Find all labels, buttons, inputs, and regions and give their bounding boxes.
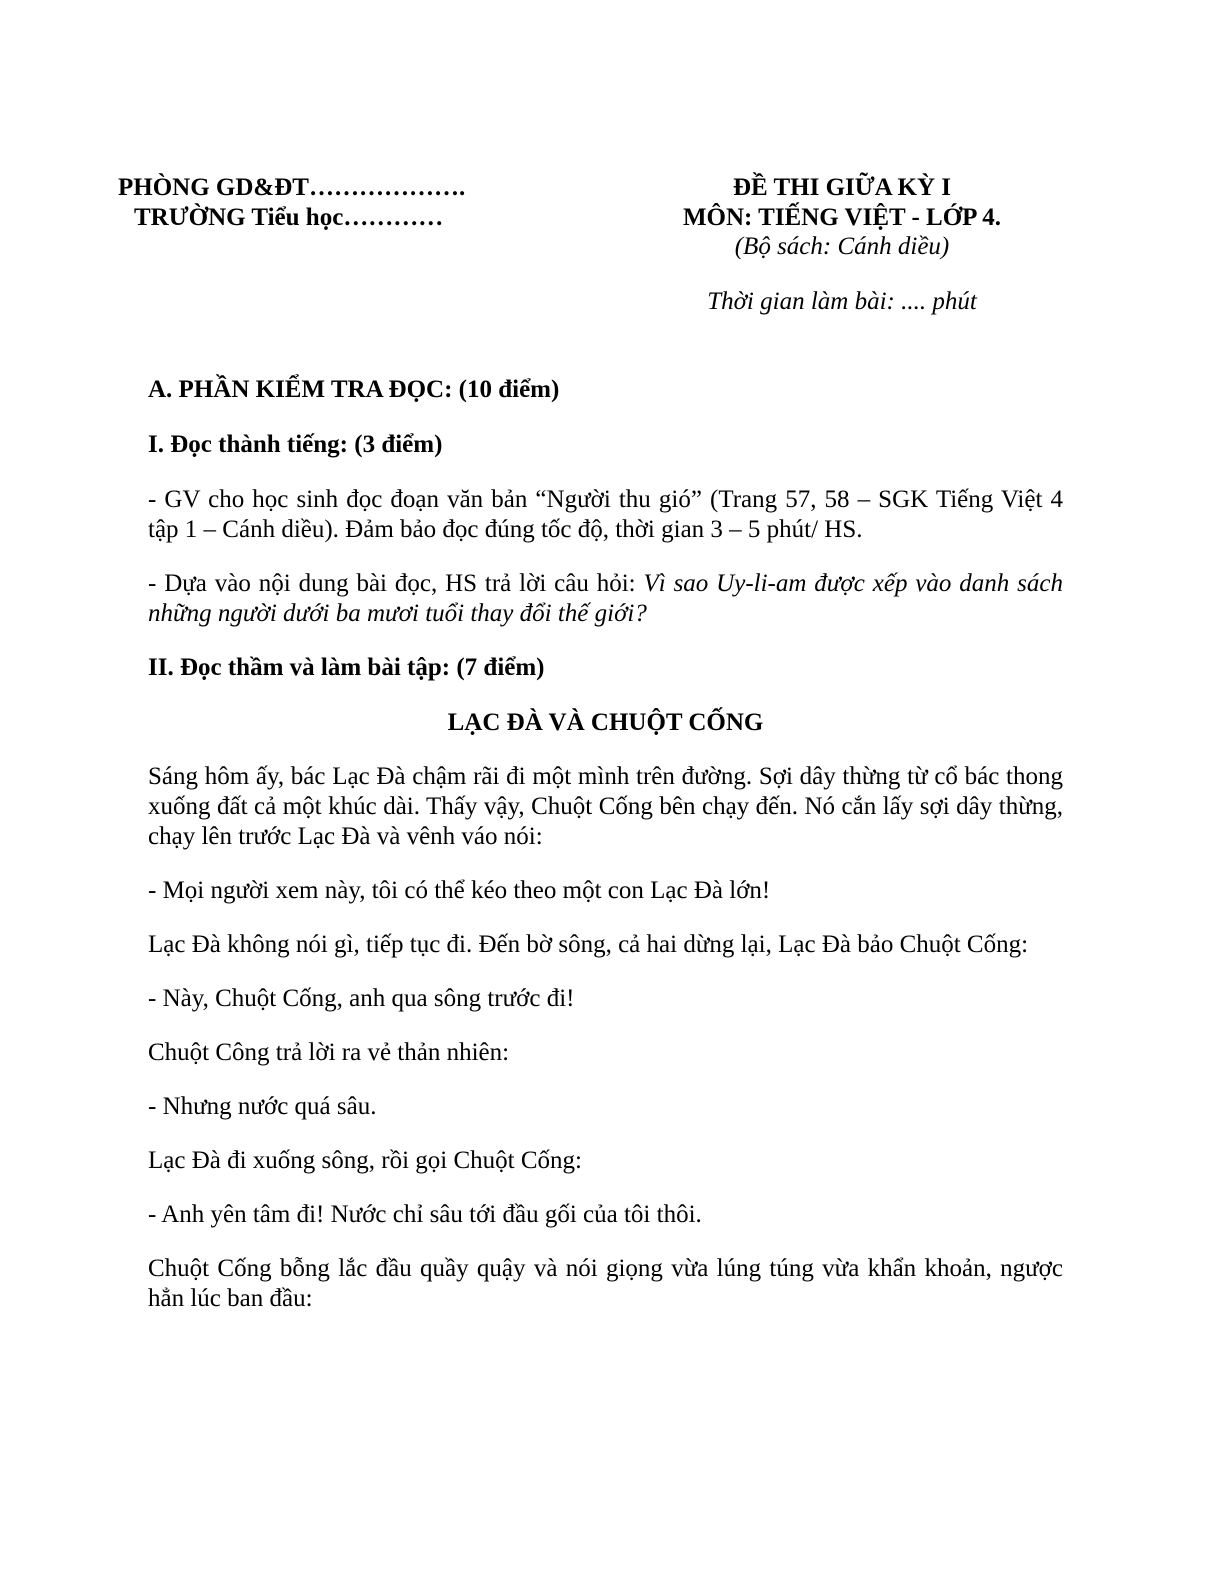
story-paragraph: Sáng hôm ấy, bác Lạc Đà chậm rãi đi một mình trên đường. Sợi dây thừng từ cổ bác thong xuống đất cả một khúc dài. Thấy vậy, Chuột Cống bên chạy đến. Nó cắn lấy sợi dây thừng, chạy lên trước Lạc Đà và vênh váo nói:	[148, 763, 1063, 850]
story-paragraph: Chuột Cống bỗng lắc đầu quầy quậy và nói giọng vừa lúng túng vừa khẩn khoản, ngược hẳn lúc ban đầu:	[148, 1255, 1063, 1312]
story-paragraph: - Anh yên tâm đi! Nước chỉ sâu tới đầu gối của tôi thôi.	[148, 1201, 702, 1228]
part-1-instruction-1: - GV cho học sinh đọc đoạn văn bản “Người thu gió” (Trang 57, 58 – SGK Tiếng Việt 4 tập 1 – Cánh diều). Đảm bảo đọc đúng tốc độ, thời gian 3 – 5 phút/ HS.	[148, 486, 1063, 543]
instruction-2-question: Vì sao Uy-li-am được xếp vào danh sách những người dưới ba mươi tuổi thay đổi thế giới?	[148, 570, 1063, 627]
exam-title: ĐỀ THI GIỮA KỲ I	[732, 174, 952, 201]
story-title: LẠC ĐÀ VÀ CHUỘT CỐNG	[447, 709, 764, 736]
story-paragraph: - Nhưng nước quá sâu.	[148, 1093, 377, 1120]
exam-content	[148, 375, 1063, 1338]
duration-line: Thời gian làm bài: .... phút	[707, 288, 977, 315]
story-paragraph: Chuột Công trả lời ra vẻ thản nhiên:	[148, 1039, 510, 1066]
story-paragraph: Lạc Đà không nói gì, tiếp tục đi. Đến bờ sông, cả hai dừng lại, Lạc Đà bảo Chuột Cống:	[148, 931, 1029, 958]
story-paragraph: Lạc Đà đi xuống sông, rồi gọi Chuột Cống:	[148, 1147, 582, 1174]
instruction-2-prefix: - Dựa vào nội dung bài đọc, HS trả lời câu hỏi:	[148, 570, 644, 597]
school-line: TRƯỜNG Tiểu học…………	[134, 204, 444, 231]
part-1-title: I. Đọc thành tiếng: (3 điểm)	[148, 431, 443, 458]
part-1-instruction-2	[148, 569, 1063, 629]
department-line: PHÒNG GD&ĐT……………….	[118, 174, 466, 201]
subject-line: MÔN: TIẾNG VIỆT - LỚP 4.	[682, 204, 1002, 231]
book-series-line: (Bộ sách: Cánh diều)	[734, 233, 950, 260]
story-paragraph: - Mọi người xem này, tôi có thể kéo theo một con Lạc Đà lớn!	[148, 877, 771, 904]
section-a-title: A. PHẦN KIỂM TRA ĐỌC: (10 điểm)	[148, 376, 560, 403]
story-paragraph: - Này, Chuột Cống, anh qua sông trước đi!	[148, 985, 575, 1012]
part-2-title: II. Đọc thầm và làm bài tập: (7 điểm)	[148, 654, 545, 681]
